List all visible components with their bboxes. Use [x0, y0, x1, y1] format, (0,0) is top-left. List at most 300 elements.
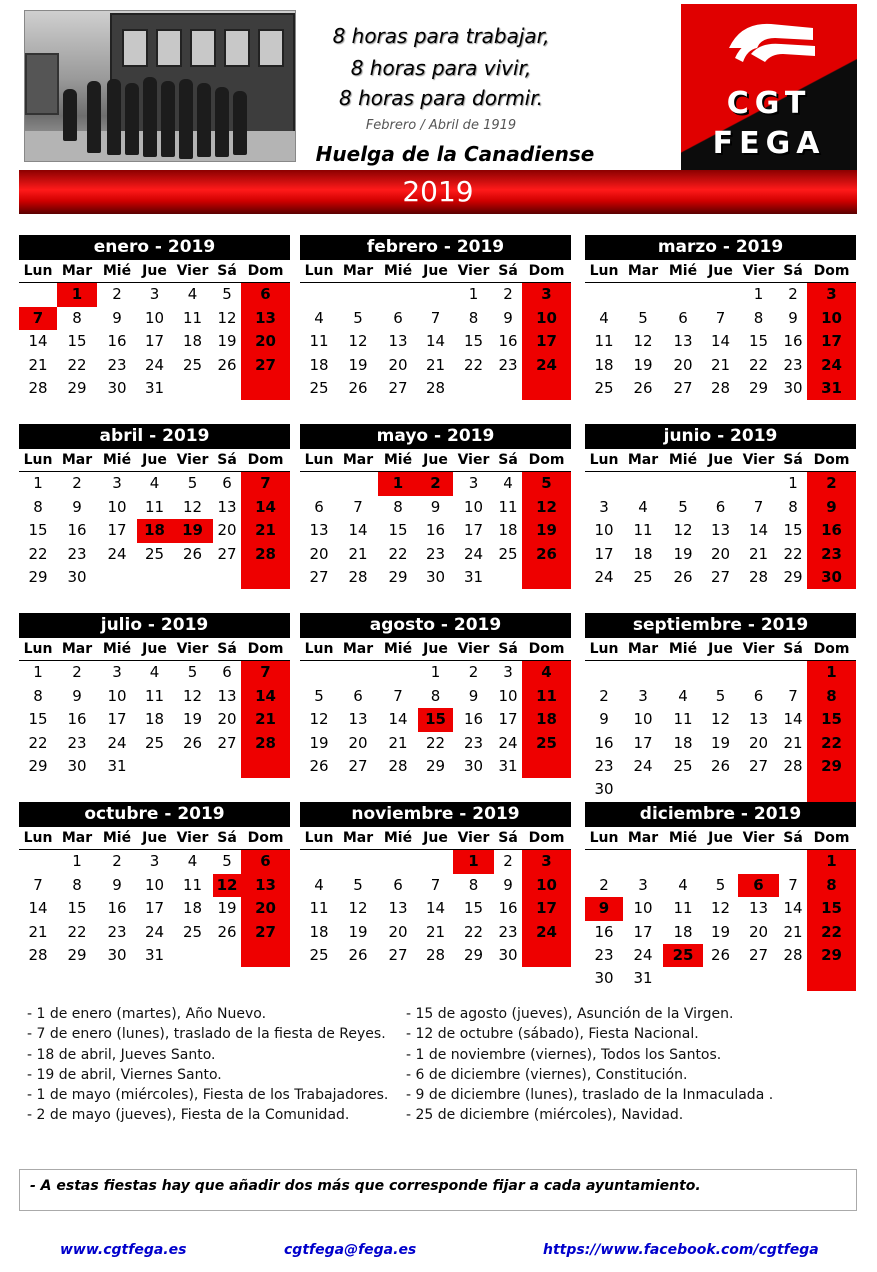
day-cell: 24	[107, 733, 127, 752]
empty-day-cell	[663, 661, 703, 684]
day-cell: 19	[673, 544, 693, 563]
month-calendar	[19, 235, 290, 400]
day-cell: 20	[673, 355, 693, 374]
day-cell: 11	[144, 686, 165, 705]
day-cell: 21	[425, 922, 446, 941]
day-cell: 24	[633, 945, 653, 964]
logo-text-fega: FEGA	[712, 126, 826, 161]
day-cell: 3	[638, 686, 648, 705]
weekday-header: Dom	[807, 827, 856, 850]
day-cell: 18	[144, 710, 165, 729]
empty-day-cell	[338, 472, 378, 495]
day-cell: 20	[710, 544, 731, 563]
day-cell: 14	[241, 685, 290, 708]
day-cell: 19	[348, 922, 368, 941]
weekday-header: Mar	[57, 638, 97, 661]
day-cell: 13	[348, 710, 368, 729]
holiday-day-cell: 6	[738, 874, 779, 897]
empty-day-cell	[494, 377, 522, 400]
weekday-header: Vier	[453, 260, 494, 283]
weekday-header: Lun	[19, 449, 57, 472]
day-cell: 26	[217, 922, 237, 941]
day-cell: 4	[187, 285, 198, 304]
day-cell: 5	[187, 663, 198, 682]
day-cell: 1	[72, 852, 82, 871]
holiday-item: - 15 de agosto (jueves), Asunción de la Virgen.	[406, 1006, 734, 1022]
day-cell: 12	[710, 899, 731, 918]
weekday-header: Vier	[453, 827, 494, 850]
holiday-day-cell: 12	[213, 874, 241, 897]
day-cell: 5	[353, 875, 363, 894]
day-cell: 7	[393, 686, 403, 705]
day-cell: 10	[498, 686, 518, 705]
day-cell: 5	[715, 686, 726, 705]
month-days-grid	[585, 449, 856, 589]
day-cell: 12	[710, 710, 731, 729]
weekday-header: Lun	[585, 260, 623, 283]
day-cell: 31	[807, 377, 856, 400]
day-cell: 25	[633, 567, 653, 586]
day-cell: 30	[594, 780, 614, 799]
holiday-item: - 12 de octubre (sábado), Fiesta Nacional.	[406, 1026, 699, 1043]
day-cell: 4	[187, 852, 198, 871]
day-cell: 13	[241, 307, 290, 330]
day-cell: 29	[748, 378, 769, 397]
day-cell: 21	[348, 544, 368, 563]
month-calendar	[300, 613, 571, 778]
day-cell: 31	[144, 945, 165, 964]
day-cell: 6	[353, 686, 363, 705]
day-cell: 3	[522, 850, 571, 873]
day-cell: 11	[182, 875, 203, 894]
empty-day-cell	[137, 755, 172, 778]
day-cell: 26	[522, 543, 571, 566]
day-cell: 28	[28, 378, 48, 397]
day-cell: 29	[807, 944, 856, 967]
day-cell: 24	[522, 921, 571, 944]
day-cell: 28	[783, 945, 803, 964]
holiday-day-cell: 7	[19, 307, 57, 330]
day-cell: 21	[748, 544, 769, 563]
holiday-day-cell: 25	[663, 944, 703, 967]
empty-day-cell	[703, 778, 738, 801]
weekday-header: Mié	[97, 827, 137, 850]
weekday-header: Sá	[213, 260, 241, 283]
weekday-header: Dom	[241, 449, 290, 472]
weekday-header: Mar	[338, 827, 378, 850]
day-cell: 6	[753, 686, 764, 705]
day-cell: 4	[678, 875, 688, 894]
day-cell: 10	[633, 710, 653, 729]
weekday-header: Lun	[585, 827, 623, 850]
day-cell: 31	[144, 378, 165, 397]
empty-day-cell	[300, 283, 338, 306]
day-cell: 25	[182, 922, 203, 941]
day-cell: 14	[748, 521, 769, 540]
day-cell: 30	[463, 756, 484, 775]
month-title: diciembre - 2019	[585, 802, 856, 827]
empty-day-cell	[522, 566, 571, 589]
day-cell: 1	[788, 474, 798, 493]
holiday-item: - 2 de mayo (jueves), Fiesta de la Comunidad.	[27, 1107, 350, 1124]
empty-day-cell	[172, 944, 213, 967]
weekday-header: Mié	[378, 638, 418, 661]
day-cell: 10	[107, 686, 127, 705]
day-cell: 8	[33, 686, 43, 705]
day-cell: 10	[594, 521, 614, 540]
empty-day-cell	[738, 967, 779, 990]
day-cell: 5	[222, 285, 232, 304]
holiday-item: - 1 de mayo (miércoles), Fiesta de los Trabajadores.	[27, 1087, 389, 1104]
day-cell: 17	[107, 521, 127, 540]
day-cell: 23	[425, 544, 446, 563]
weekday-header: Jue	[703, 827, 738, 850]
empty-day-cell	[19, 850, 57, 873]
weekday-header: Vier	[453, 449, 494, 472]
day-cell: 17	[522, 897, 571, 920]
empty-day-cell	[779, 778, 807, 801]
month-days-grid	[300, 260, 571, 400]
day-cell: 9	[112, 308, 122, 327]
month-calendar	[300, 802, 571, 967]
day-cell: 12	[522, 496, 571, 519]
weekday-header: Lun	[585, 638, 623, 661]
month-calendar	[585, 424, 856, 589]
weekday-header: Jue	[703, 638, 738, 661]
empty-day-cell	[418, 283, 453, 306]
day-cell: 20	[348, 733, 368, 752]
day-cell: 20	[388, 922, 408, 941]
day-cell: 8	[33, 497, 43, 516]
empty-day-cell	[779, 850, 807, 873]
empty-day-cell	[807, 967, 856, 990]
day-cell: 30	[107, 945, 127, 964]
empty-day-cell	[378, 283, 418, 306]
weekday-header: Dom	[522, 260, 571, 283]
empty-day-cell	[300, 472, 338, 495]
day-cell: 2	[503, 285, 513, 304]
day-cell: 30	[807, 566, 856, 589]
day-cell: 24	[522, 354, 571, 377]
empty-day-cell	[585, 472, 623, 495]
weekday-header: Mié	[663, 638, 703, 661]
day-cell: 12	[633, 332, 653, 351]
day-cell: 1	[33, 663, 43, 682]
day-cell: 26	[633, 378, 653, 397]
day-cell: 8	[468, 308, 479, 327]
weekday-header: Mié	[663, 827, 703, 850]
day-cell: 14	[783, 899, 803, 918]
day-cell: 26	[309, 756, 329, 775]
day-cell: 1	[33, 474, 43, 493]
weekday-header: Sá	[779, 260, 807, 283]
slogan-line-3: 8 horas para dormir.	[339, 86, 543, 110]
day-cell: 9	[112, 875, 122, 894]
day-cell: 25	[182, 355, 203, 374]
day-cell: 6	[678, 308, 688, 327]
day-cell: 21	[241, 708, 290, 731]
month-title: mayo - 2019	[300, 424, 571, 449]
weekday-header: Lun	[19, 260, 57, 283]
day-cell: 14	[425, 332, 446, 351]
day-cell: 2	[807, 472, 856, 495]
day-cell: 22	[807, 921, 856, 944]
day-cell: 17	[107, 710, 127, 729]
weekday-header: Jue	[137, 827, 172, 850]
day-cell: 16	[67, 521, 87, 540]
logo-text-cgt: CGT	[726, 86, 812, 121]
day-cell: 17	[633, 733, 653, 752]
day-cell: 10	[807, 307, 856, 330]
day-cell: 31	[633, 969, 653, 988]
day-cell: 8	[468, 875, 479, 894]
empty-day-cell	[522, 377, 571, 400]
day-cell: 16	[594, 733, 614, 752]
day-cell: 28	[28, 945, 48, 964]
day-cell: 29	[67, 378, 87, 397]
day-cell: 23	[107, 355, 127, 374]
weekday-header: Lun	[585, 449, 623, 472]
empty-day-cell	[663, 778, 703, 801]
day-cell: 22	[67, 922, 87, 941]
day-cell: 13	[748, 899, 769, 918]
day-cell: 19	[182, 710, 203, 729]
day-cell: 21	[28, 355, 48, 374]
email-link[interactable]: cgtfega@fega.es	[284, 1242, 417, 1258]
day-cell: 12	[217, 308, 237, 327]
day-cell: 8	[753, 308, 764, 327]
day-cell: 17	[144, 899, 165, 918]
empty-day-cell	[738, 778, 779, 801]
day-cell: 16	[783, 332, 803, 351]
day-cell: 28	[710, 378, 731, 397]
empty-day-cell	[418, 850, 453, 873]
day-cell: 8	[807, 685, 856, 708]
day-cell: 15	[748, 332, 769, 351]
day-cell: 22	[783, 544, 803, 563]
day-cell: 24	[498, 733, 518, 752]
day-cell: 16	[107, 899, 127, 918]
month-days-grid	[19, 449, 290, 589]
weekday-header: Mié	[378, 260, 418, 283]
weekday-header: Vier	[172, 638, 213, 661]
day-cell: 23	[807, 543, 856, 566]
day-cell: 20	[217, 521, 237, 540]
empty-day-cell	[172, 755, 213, 778]
day-cell: 1	[807, 850, 856, 873]
weekday-header: Jue	[418, 638, 453, 661]
empty-day-cell	[338, 283, 378, 306]
weekday-header: Sá	[779, 449, 807, 472]
day-cell: 24	[463, 544, 484, 563]
day-cell: 16	[463, 710, 484, 729]
weekday-header: Mié	[663, 260, 703, 283]
holiday-item: - 1 de enero (martes), Año Nuevo.	[27, 1006, 267, 1022]
day-cell: 20	[309, 544, 329, 563]
tram-left	[25, 53, 59, 115]
day-cell: 2	[72, 663, 82, 682]
empty-day-cell	[663, 850, 703, 873]
day-cell: 7	[33, 875, 43, 894]
day-cell: 5	[222, 852, 232, 871]
day-cell: 17	[594, 544, 614, 563]
day-cell: 16	[498, 332, 518, 351]
day-cell: 30	[67, 567, 87, 586]
day-cell: 27	[241, 354, 290, 377]
day-cell: 8	[788, 497, 798, 516]
weekday-header: Dom	[522, 827, 571, 850]
day-cell: 7	[715, 308, 726, 327]
weekday-header: Mié	[97, 449, 137, 472]
weekday-header: Mié	[97, 260, 137, 283]
day-cell: 11	[594, 332, 614, 351]
holiday-day-cell: 18	[137, 519, 172, 542]
empty-day-cell	[241, 566, 290, 589]
day-cell: 15	[67, 899, 87, 918]
day-cell: 26	[710, 945, 731, 964]
month-days-grid	[19, 638, 290, 778]
day-cell: 10	[522, 874, 571, 897]
day-cell: 23	[67, 733, 87, 752]
day-cell: 26	[673, 567, 693, 586]
day-cell: 29	[807, 755, 856, 778]
empty-day-cell	[97, 566, 137, 589]
day-cell: 10	[633, 899, 653, 918]
weekday-header: Jue	[137, 260, 172, 283]
day-cell: 28	[783, 756, 803, 775]
day-cell: 7	[241, 661, 290, 684]
month-days-grid	[19, 827, 290, 967]
weekday-header: Jue	[418, 827, 453, 850]
day-cell: 11	[144, 497, 165, 516]
empty-day-cell	[19, 283, 57, 306]
day-cell: 2	[599, 875, 609, 894]
weekday-header: Dom	[241, 260, 290, 283]
day-cell: 22	[388, 544, 408, 563]
day-cell: 5	[353, 308, 363, 327]
weekday-header: Dom	[241, 827, 290, 850]
day-cell: 9	[599, 710, 609, 729]
empty-day-cell	[494, 566, 522, 589]
day-cell: 10	[522, 307, 571, 330]
day-cell: 18	[498, 521, 518, 540]
holiday-day-cell: 19	[172, 519, 213, 542]
day-cell: 23	[107, 922, 127, 941]
holiday-item: - 9 de diciembre (lunes), traslado de la Inmaculada .	[406, 1087, 774, 1104]
weekday-header: Jue	[418, 449, 453, 472]
empty-day-cell	[213, 755, 241, 778]
empty-day-cell	[807, 778, 856, 801]
day-cell: 12	[182, 686, 203, 705]
day-cell: 26	[182, 544, 203, 563]
weekday-header: Sá	[494, 827, 522, 850]
day-cell: 6	[241, 850, 290, 873]
day-cell: 18	[182, 899, 203, 918]
day-cell: 14	[783, 710, 803, 729]
day-cell: 21	[28, 922, 48, 941]
day-cell: 24	[594, 567, 614, 586]
day-cell: 13	[673, 332, 693, 351]
day-cell: 8	[72, 875, 82, 894]
empty-day-cell	[585, 283, 623, 306]
weekday-header: Mié	[378, 827, 418, 850]
empty-day-cell	[663, 967, 703, 990]
facebook-link[interactable]: https://www.facebook.com/cgtfega	[543, 1242, 819, 1258]
weekday-header: Lun	[300, 449, 338, 472]
day-cell: 5	[187, 474, 198, 493]
month-title: agosto - 2019	[300, 613, 571, 638]
day-cell: 9	[788, 308, 798, 327]
day-cell: 21	[783, 922, 803, 941]
day-cell: 9	[503, 308, 513, 327]
day-cell: 4	[638, 497, 648, 516]
day-cell: 28	[748, 567, 769, 586]
day-cell: 6	[314, 497, 324, 516]
day-cell: 4	[149, 663, 160, 682]
empty-day-cell	[703, 283, 738, 306]
day-cell: 1	[430, 663, 441, 682]
day-cell: 8	[393, 497, 403, 516]
month-calendar	[300, 424, 571, 589]
strike-name: Huelga de la Canadiense	[312, 142, 598, 172]
day-cell: 28	[241, 543, 290, 566]
day-cell: 14	[28, 332, 48, 351]
day-cell: 24	[633, 756, 653, 775]
day-cell: 12	[182, 497, 203, 516]
day-cell: 9	[503, 875, 513, 894]
empty-day-cell	[663, 472, 703, 495]
day-cell: 16	[498, 899, 518, 918]
day-cell: 9	[72, 686, 82, 705]
fist-logo-icon	[721, 14, 821, 74]
day-cell: 30	[67, 756, 87, 775]
weekday-header: Lun	[19, 827, 57, 850]
day-cell: 3	[503, 663, 513, 682]
day-cell: 3	[807, 283, 856, 306]
day-cell: 1	[753, 285, 764, 304]
day-cell: 14	[425, 899, 446, 918]
day-cell: 18	[309, 355, 329, 374]
empty-day-cell	[779, 967, 807, 990]
year-banner: 2019	[19, 170, 857, 214]
day-cell: 13	[748, 710, 769, 729]
weekday-header: Mié	[663, 449, 703, 472]
empty-day-cell	[522, 944, 571, 967]
day-cell: 14	[28, 899, 48, 918]
website-link[interactable]: www.cgtfega.es	[60, 1242, 187, 1258]
weekday-header: Jue	[703, 449, 738, 472]
day-cell: 15	[28, 710, 48, 729]
empty-day-cell	[241, 944, 290, 967]
holidays-list-left	[27, 1004, 388, 1126]
weekday-header: Lun	[300, 638, 338, 661]
day-cell: 7	[788, 686, 798, 705]
day-cell: 7	[430, 308, 441, 327]
holidays-list-right	[406, 1004, 773, 1126]
empty-day-cell	[137, 566, 172, 589]
day-cell: 25	[309, 378, 329, 397]
weekday-header: Mar	[623, 449, 663, 472]
day-cell: 25	[144, 544, 165, 563]
empty-day-cell	[213, 566, 241, 589]
day-cell: 14	[388, 710, 408, 729]
holiday-day-cell: 1	[378, 472, 418, 495]
day-cell: 30	[783, 378, 803, 397]
month-title: junio - 2019	[585, 424, 856, 449]
day-cell: 4	[314, 308, 324, 327]
day-cell: 19	[522, 519, 571, 542]
empty-day-cell	[738, 472, 779, 495]
